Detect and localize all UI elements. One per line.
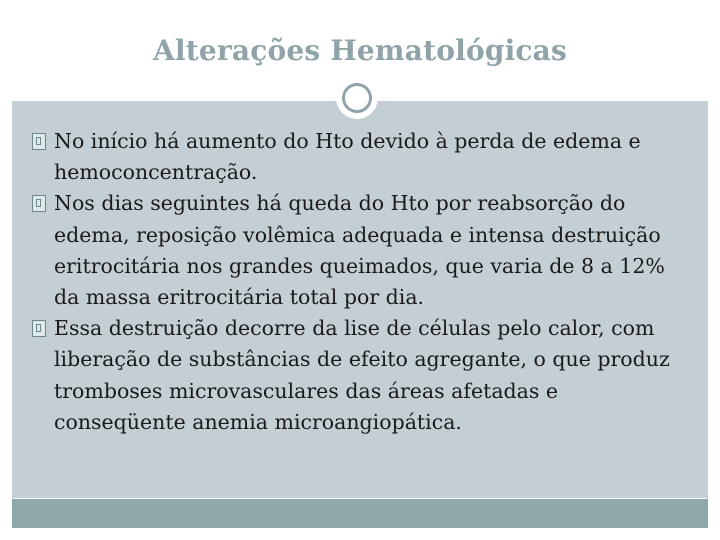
list-item xyxy=(32,126,692,188)
bullet-box-icon xyxy=(32,320,46,337)
slide-title: Alterações Hematológicas xyxy=(153,34,567,67)
footer-bar xyxy=(12,499,708,528)
circle-ornament-icon xyxy=(342,83,372,113)
list-item xyxy=(32,188,692,313)
bullet-box-icon xyxy=(32,195,46,212)
list-item xyxy=(32,313,692,438)
bullet-text: Nos dias seguintes há queda do Hto por reabsorção do edema, reposição volêmica adequada e intensa destruição eritrocitária nos grandes queimados, que varia de 8 a 12% da massa eritrocitária total por dia. xyxy=(54,191,665,310)
bullet-text: Essa destruição decorre da lise de células pelo calor, com liberação de substâncias de efeito agregante, o que produz tromboses microvasculares das áreas afetadas e conseqüente anemia microangiopática. xyxy=(54,316,670,434)
bullet-text: No início há aumento do Hto devido à perda de edema e hemoconcentração. xyxy=(54,129,641,185)
bullet-box-icon xyxy=(32,133,46,150)
bullet-list xyxy=(32,126,692,438)
